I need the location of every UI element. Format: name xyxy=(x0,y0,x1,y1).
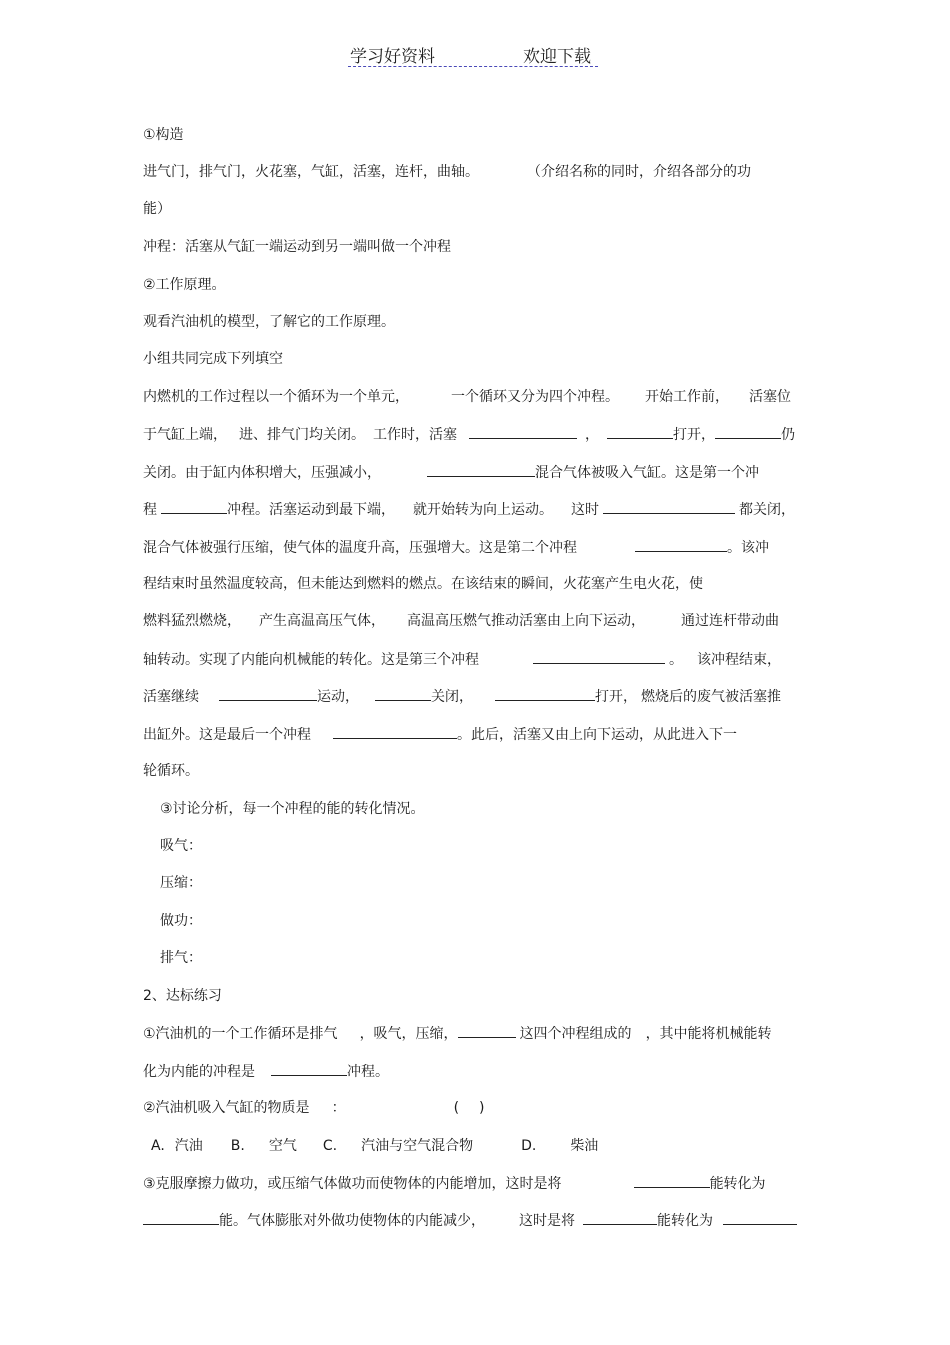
text-segment: 轴转动。实现了内能向机械能的转化。这是第三个冲程 xyxy=(143,652,479,668)
parts-line xyxy=(143,162,751,182)
text-segment: ，其中能将机械能转 xyxy=(645,1026,772,1042)
text-segment: ，吸气，压缩， xyxy=(359,1026,458,1042)
fill-blank[interactable] xyxy=(427,462,535,477)
option-b-letter: B. xyxy=(230,1138,245,1154)
text-segment: 产生高温高压气体， xyxy=(259,613,385,629)
question-2-options xyxy=(151,1136,598,1156)
paragraph-line-1 xyxy=(143,387,791,407)
exhaust-label: 排气： xyxy=(160,950,202,966)
fill-blank[interactable] xyxy=(723,1210,797,1225)
text-segment: 工作时，活塞 xyxy=(373,427,457,443)
question-1-line-2 xyxy=(143,1061,389,1082)
text-segment: 这时 xyxy=(571,502,599,518)
text-segment: 活塞继续 xyxy=(143,689,199,705)
text-segment: 这时是将 xyxy=(519,1213,575,1229)
stroke-definition: 冲程：活塞从气缸一端运动到另一端叫做一个冲程 xyxy=(143,239,451,255)
paragraph-line-7 xyxy=(143,611,779,631)
fill-blank[interactable] xyxy=(533,649,665,664)
text-segment: 混合气体被吸入气缸。这是第一个冲 xyxy=(535,465,759,481)
text-segment: 开始工作前， xyxy=(645,389,729,405)
fill-blank[interactable] xyxy=(495,686,595,701)
question-3-line-2 xyxy=(143,1210,797,1231)
text-segment: 。 xyxy=(669,652,683,668)
text-segment: 能转化为 xyxy=(657,1213,713,1229)
text-segment: 燃烧后的废气被活塞推 xyxy=(641,689,781,705)
parts-list: 进气门，排气门，火花塞，气缸，活塞，连杆，曲轴。 xyxy=(143,164,479,180)
text-segment: 内燃机的工作过程以一个循环为一个单元， xyxy=(143,389,409,405)
text-segment: 都关闭， xyxy=(739,502,795,518)
text-segment: 活塞位 xyxy=(749,389,791,405)
question-3-line-1 xyxy=(143,1173,766,1194)
option-c-letter: C. xyxy=(322,1138,338,1154)
text-segment: 该冲程结束， xyxy=(697,652,781,668)
text-segment: 冲程。活塞运动到最下端， xyxy=(227,502,395,518)
compression-label: 压缩： xyxy=(160,875,202,891)
question-2 xyxy=(143,1098,485,1118)
discussion-title: ③讨论分析，每一个冲程的能的转化情况。 xyxy=(160,801,425,817)
header-left-text: 学习好资料 xyxy=(350,47,435,67)
text-segment: 通过连杆带动曲 xyxy=(681,613,779,629)
fill-blank[interactable] xyxy=(458,1023,516,1038)
text-segment: 。该冲 xyxy=(727,540,769,556)
page-header xyxy=(348,40,598,67)
paragraph-line-11: 轮循环。 xyxy=(143,763,199,779)
option-b-text: 空气 xyxy=(268,1138,297,1154)
text-segment: 。此后，活塞又由上向下运动，从此进入下一 xyxy=(457,727,737,743)
intake-label: 吸气： xyxy=(160,838,202,854)
option-d-letter: D. xyxy=(521,1138,537,1154)
fill-blank[interactable] xyxy=(469,424,577,439)
fill-blank[interactable] xyxy=(271,1061,347,1076)
fill-blank[interactable] xyxy=(607,424,673,439)
fill-blank[interactable] xyxy=(161,499,227,514)
fill-blank[interactable] xyxy=(634,1173,710,1188)
parts-note-end: 能） xyxy=(143,201,171,217)
paragraph-line-10 xyxy=(143,724,737,745)
fill-blank[interactable] xyxy=(143,1210,219,1225)
text-segment: 打开， xyxy=(595,689,637,705)
paragraph-line-6: 程结束时虽然温度较高，但未能达到燃料的燃点。在该结束的瞬间，火花塞产生电火花，使 xyxy=(143,576,703,592)
option-a-letter: A. xyxy=(151,1138,165,1154)
option-d-text: 柴油 xyxy=(570,1138,599,1154)
group-fill-instruction: 小组共同完成下列填空 xyxy=(143,351,283,367)
text-segment: ： xyxy=(331,1100,346,1116)
fill-blank[interactable] xyxy=(603,499,735,514)
text-segment: ②汽油机吸入气缸的物质是 xyxy=(143,1100,310,1116)
text-segment: 混合气体被强行压缩，使气体的温度升高，压强增大。这是第二个冲程 xyxy=(143,540,577,556)
power-label: 做功： xyxy=(160,913,202,929)
question-1-line-1 xyxy=(143,1023,772,1044)
text-segment: 一个循环又分为四个冲程。 xyxy=(451,389,619,405)
text-segment: ( xyxy=(453,1100,460,1116)
paragraph-line-3 xyxy=(143,462,759,483)
fill-blank[interactable] xyxy=(715,424,781,439)
fill-blank[interactable] xyxy=(635,537,727,552)
fill-blank[interactable] xyxy=(219,686,317,701)
text-segment: 打开， xyxy=(673,427,715,443)
paragraph-line-2 xyxy=(143,424,795,445)
paragraph-line-9 xyxy=(143,686,781,707)
option-c-text: 汽油与空气混合物 xyxy=(361,1138,474,1154)
paragraph-line-5 xyxy=(143,537,769,558)
text-segment: 就开始转为向上运动。 xyxy=(413,502,553,518)
text-segment: 运动， xyxy=(317,689,359,705)
text-segment: 能转化为 xyxy=(709,1176,766,1192)
text-segment: ③克服摩擦力做功，或压缩气体做功而使物体的内能增加，这时是将 xyxy=(143,1176,562,1192)
paragraph-line-4 xyxy=(143,499,795,520)
section-principle-title: ②工作原理。 xyxy=(143,277,226,293)
text-segment: ， xyxy=(585,427,599,443)
text-segment: 化为内能的冲程是 xyxy=(143,1064,255,1080)
text-segment: 高温高压燃气推动活塞由上向下运动， xyxy=(407,613,645,629)
paragraph-line-8 xyxy=(143,649,781,670)
text-segment: 关闭， xyxy=(431,689,473,705)
text-segment: 能。气体膨胀对外做功使物体的内能减少， xyxy=(219,1213,485,1229)
exercise-section-title: 2、达标练习 xyxy=(143,988,222,1004)
text-segment: 仍 xyxy=(781,427,795,443)
text-segment: 出缸外。这是最后一个冲程 xyxy=(143,727,311,743)
header-right-text: 欢迎下载 xyxy=(523,47,591,67)
parts-note: （介绍名称的同时，介绍各部分的功 xyxy=(527,164,751,180)
option-a-text: 汽油 xyxy=(174,1138,203,1154)
text-segment: 于气缸上端， xyxy=(143,427,227,443)
text-segment: 冲程。 xyxy=(347,1064,389,1080)
text-segment: ) xyxy=(479,1100,485,1116)
text-segment: 这四个冲程组成的 xyxy=(519,1026,632,1042)
observe-model-text: 观看汽油机的模型，了解它的工作原理。 xyxy=(143,314,395,330)
text-segment: 进、排气门均关闭。 xyxy=(239,427,365,443)
text-segment: 程 xyxy=(143,502,157,518)
text-segment: 关闭。由于缸内体积增大，压强减小， xyxy=(143,465,381,481)
fill-blank[interactable] xyxy=(583,1210,657,1225)
text-segment: 燃料猛烈燃烧， xyxy=(143,613,241,629)
text-segment: ①汽油机的一个工作循环是排气 xyxy=(143,1026,338,1042)
fill-blank[interactable] xyxy=(375,686,431,701)
fill-blank[interactable] xyxy=(333,724,457,739)
section-structure-title: ①构造 xyxy=(143,127,184,143)
